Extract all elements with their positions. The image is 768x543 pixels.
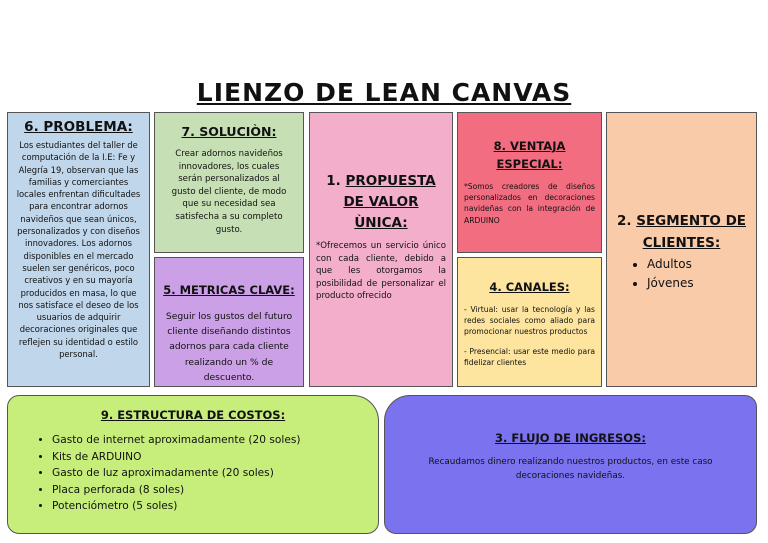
ventaja-heading-line1: 8. VENTAJA xyxy=(493,139,566,153)
propuesta-heading-line1: PROPUESTA xyxy=(345,173,436,189)
costos-box xyxy=(7,395,379,534)
page-title: LIENZO DE LEAN CANVAS xyxy=(196,78,572,107)
segmento-item: • Adultos xyxy=(647,255,756,274)
segmento-list xyxy=(607,255,756,293)
problema-box xyxy=(7,112,150,387)
ventaja-text: *Somos creadores de diseños personalizados en decoraciones navideñas con la integración de ARDUINO xyxy=(464,182,595,225)
canales-box xyxy=(457,257,602,387)
ventaja-box xyxy=(457,112,602,253)
propuesta-box xyxy=(309,112,453,387)
segmento-heading-line2: CLIENTES: xyxy=(642,235,721,251)
costos-heading: 9. ESTRUCTURA DE COSTOS: xyxy=(100,408,286,422)
metricas-text: Seguir los gustos del futuro cliente diseñando distintos adornos para cada cliente realizando un % de descuento. xyxy=(165,311,293,383)
propuesta-heading-line3: ÙNICA: xyxy=(354,215,408,231)
canales-item-presencial: - Presencial: usar este medio para fidelizar clientes xyxy=(464,346,595,367)
ingresos-text: Recaudamos dinero realizando nuestros productos, en este caso decoraciones navideñas. xyxy=(428,457,713,481)
segmento-heading xyxy=(607,210,756,254)
ingresos-heading: 3. FLUJO DE INGRESOS: xyxy=(495,431,646,445)
metricas-box xyxy=(154,257,304,387)
canales-heading: 4. CANALES: xyxy=(489,280,570,294)
propuesta-heading-num: 1. xyxy=(326,173,341,189)
metricas-heading: 5. METRICAS CLAVE: xyxy=(163,283,295,297)
solucion-heading: 7. SOLUCIÒN: xyxy=(181,124,277,139)
ventaja-heading-line2: ESPECIAL: xyxy=(496,157,563,171)
ingresos-box xyxy=(384,395,757,534)
costos-item: • Kits de ARDUINO xyxy=(52,449,378,466)
costos-item: • Gasto de internet aproximadamente (20 soles) xyxy=(52,432,378,449)
segmento-heading-num: 2. xyxy=(616,213,632,229)
problema-heading: 6. PROBLEMA: xyxy=(24,119,133,135)
propuesta-heading-line2: DE VALOR xyxy=(343,194,419,210)
segmento-box xyxy=(606,112,757,387)
ventaja-heading xyxy=(458,137,601,173)
propuesta-heading xyxy=(310,171,452,234)
costos-item: • Potenciómetro (5 soles) xyxy=(52,498,378,515)
costos-list xyxy=(8,432,378,515)
segmento-heading-line1: SEGMENTO DE xyxy=(636,213,747,229)
costos-item: • Gasto de luz aproximadamente (20 soles) xyxy=(52,465,378,482)
propuesta-text: *Ofrecemos un servicio único con cada cliente, debido a que les otorgamos la posibilidad de personalizar el producto ofrecido xyxy=(316,241,446,302)
canales-item-virtual: - Virtual: usar la tecnología y las redes sociales como aliado para promocionar nuestros productos xyxy=(464,305,595,337)
costos-item: • Placa perforada (8 soles) xyxy=(52,482,378,499)
problema-text: Los estudiantes del taller de computación de la I.E: Fe y Alegría 19, observan que las familias y comerciantes locales enfrentan dificultades para encontrar adornos navideños que sean únicos, personalizados y con diseños innovadores. Los adornos disponibles en el mercado suelen ser genéricos, poco creativos y en su mayoría producidos en masa, lo que nos satisface el deseo de los usuarios de adquirir decoraciones originales que reflejen su identidad o estilo personal. xyxy=(16,140,141,360)
segmento-item: • Jóvenes xyxy=(647,274,756,293)
solucion-text: Crear adornos navideños innovadores, los cuales serán personalizados al gusto del cliente, de modo que su necesidad sea satisfecha a su completo gusto. xyxy=(171,149,287,235)
solucion-box xyxy=(154,112,304,253)
